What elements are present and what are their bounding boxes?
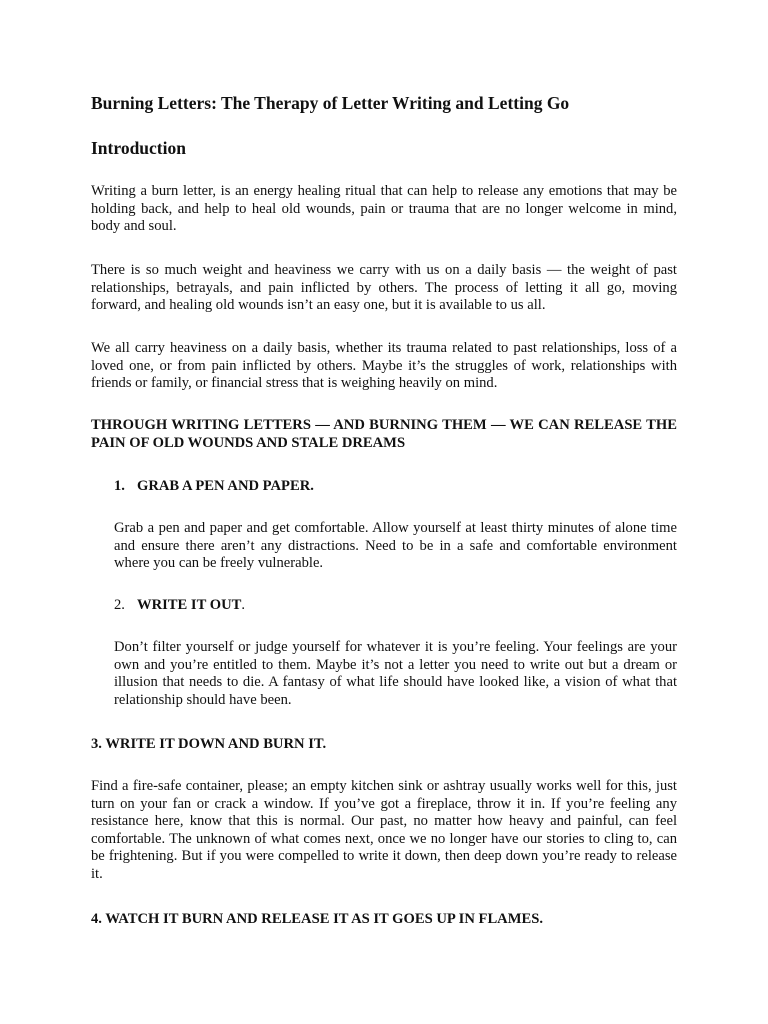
step-2-suffix: .	[241, 597, 246, 613]
step-2-heading	[114, 597, 245, 615]
step-4-heading: 4. WATCH IT BURN AND RELEASE IT AS IT GOES UP IN FLAMES.	[91, 911, 543, 927]
step-2-number: 2.	[114, 597, 125, 613]
caps-heading: THROUGH WRITING LETTERS — AND BURNING THEM — WE CAN RELEASE THE PAIN OF OLD WOUNDS AND STALE DREAMS	[91, 417, 677, 451]
step-3-paragraph: Find a fire-safe container, please; an empty kitchen sink or ashtray usually works well for this, just turn on your fan or crack a window. If you’ve got a fireplace, throw it in. If you’re feeling any resistance here, know that this is normal. Our past, no matter how heavy and painful, can feel comfortable. The unknown of what comes next, once we no longer have our stories to cling to, can be frightening. But if you were compelled to write it down, then deep down you’re ready to release it.	[91, 778, 677, 882]
document-title: Burning Letters: The Therapy of Letter Writing and Letting Go	[91, 93, 570, 113]
step-3-heading: 3. WRITE IT DOWN AND BURN IT.	[91, 736, 327, 752]
step-2-label: WRITE IT OUT	[137, 597, 242, 613]
step-1-paragraph: Grab a pen and paper and get comfortable. Allow yourself at least thirty minutes of alone time and ensure there aren’t any distractions. Need to be in a safe and comfortable environment where you can be freely vulnerable.	[114, 520, 677, 572]
step-1-heading	[114, 478, 314, 496]
intro-paragraph-1: Writing a burn letter, is an energy healing ritual that can help to release any emotions that may be holding back, and help to heal old wounds, pain or trauma that are no longer welcome in mind, body and soul.	[91, 183, 677, 235]
section-heading-introduction: Introduction	[91, 138, 186, 158]
step-2-paragraph: Don’t filter yourself or judge yourself for whatever it is you’re feeling. Your feelings are your own and you’re entitled to them. Maybe it’s not a letter you need to write out but a dream or illusion that needs to die. A fantasy of what life should have looked like, a vision of what that relationship should have been.	[114, 639, 677, 708]
intro-paragraph-3: We all carry heaviness on a daily basis, whether its trauma related to past relationships, loss of a loved one, or from pain inflicted by others. Maybe it’s the struggles of work, relationships with friends or family, or financial stress that is weighing heavily on mind.	[91, 340, 677, 392]
step-1-label: GRAB A PEN AND PAPER.	[137, 478, 314, 494]
step-1-number: 1.	[114, 478, 125, 494]
intro-paragraph-2: There is so much weight and heaviness we carry with us on a daily basis — the weight of past relationships, betrayals, and pain inflicted by others. The process of letting it all go, moving forward, and healing old wounds isn’t an easy one, but it is available to us all.	[91, 262, 677, 314]
